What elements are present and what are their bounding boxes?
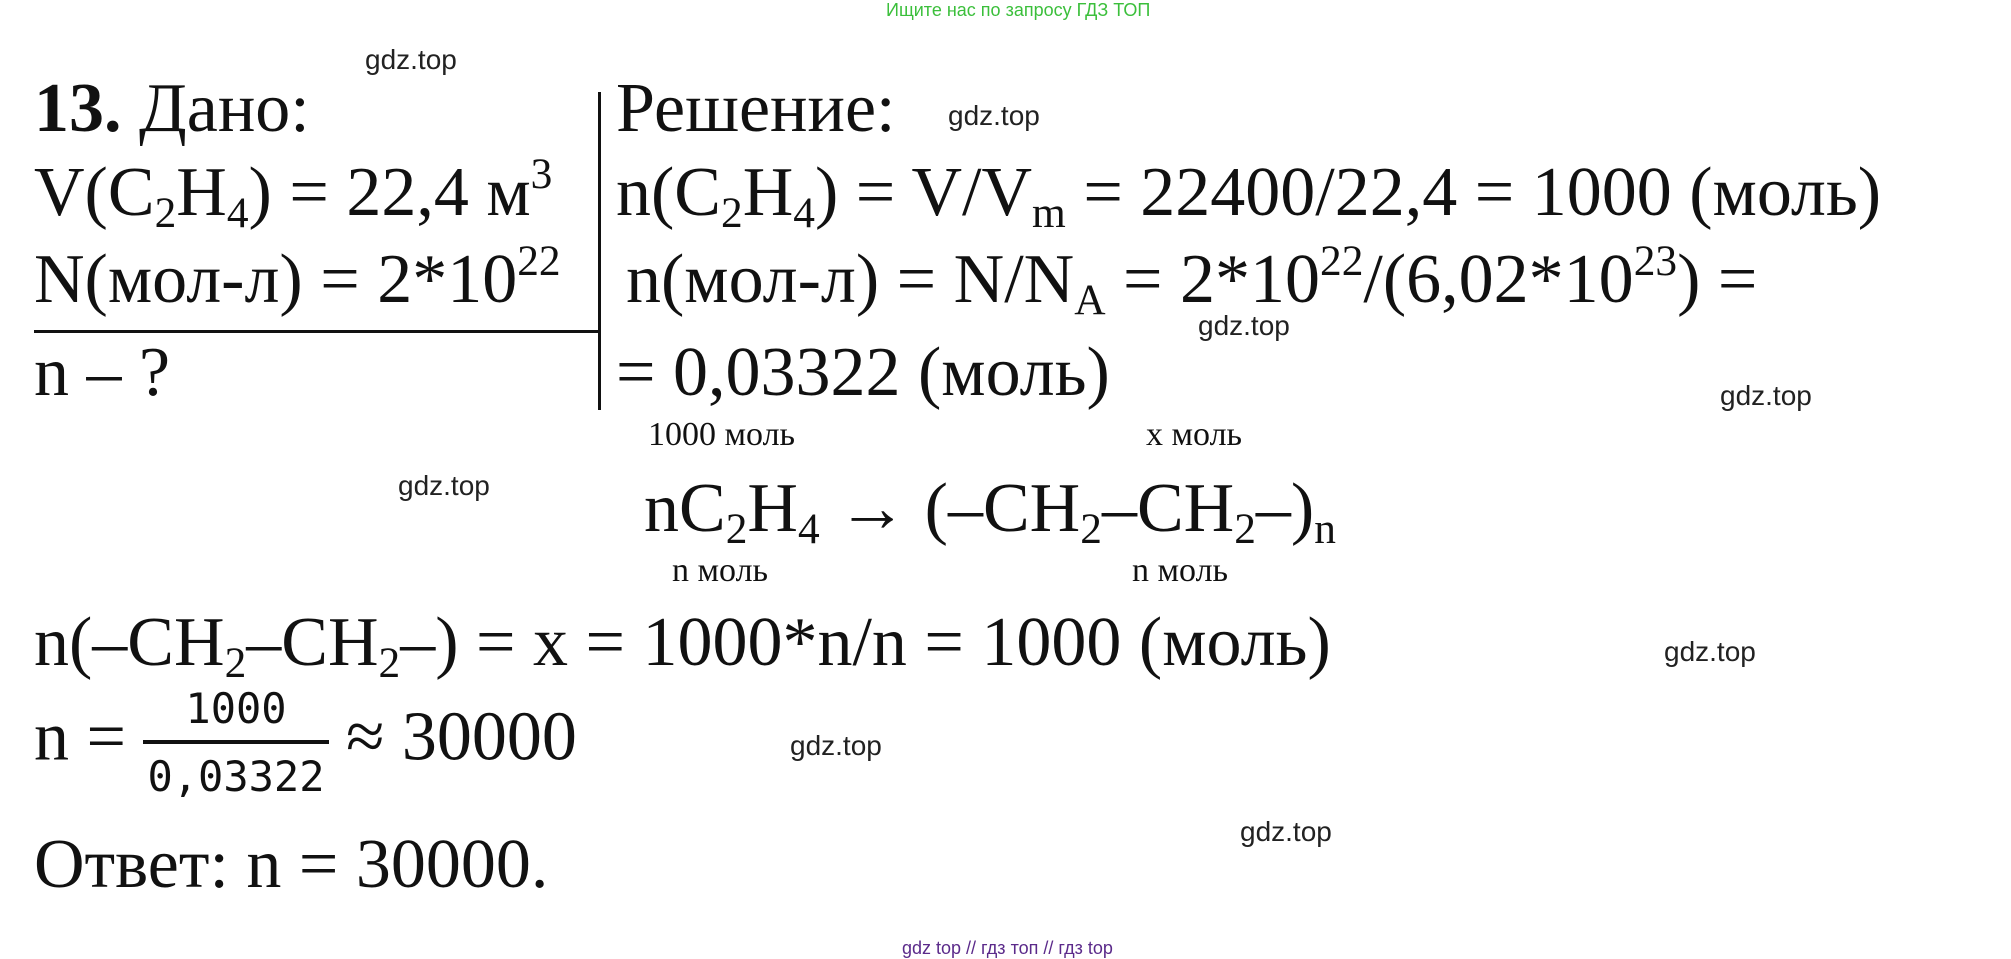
given-solution-divider <box>598 92 601 410</box>
header-banner: Ищите нас по запросу ГДЗ ТОП <box>886 0 1151 20</box>
given-volume: $V(C_2H_4) = 22,4$ $м^3$ <box>34 150 553 238</box>
footer-links: gdz top // гдз топ // гдз top <box>902 938 1113 958</box>
fraction-denominator: 0,03322 <box>147 752 325 802</box>
fraction-line <box>34 686 577 800</box>
solution-label: Решение: <box>616 70 896 147</box>
reaction-below-right: n моль <box>1132 552 1229 589</box>
given-molecules: $N(мол-л) = 2*10^{22}$ <box>34 237 561 318</box>
reaction-below-left: n моль <box>672 552 769 589</box>
watermark: gdz.top <box>1240 816 1332 847</box>
watermark: gdz.top <box>398 470 490 501</box>
solution-line-2: $n(мол-л) = N/N_A = 2*10^{22}/(6,02*10^{23})$ = <box>626 237 1758 325</box>
fraction-bar <box>143 740 328 744</box>
given-heading <box>34 70 310 147</box>
given-divider <box>34 330 599 333</box>
fraction-numerator: 1000 <box>185 684 287 733</box>
calc-line-1: $n(-CH_2-CH_2-) = x = 1000*n/n = 1000$ (моль) <box>34 604 1331 688</box>
answer-line: Ответ: n = 30000. <box>34 826 549 903</box>
given-label: Дано: <box>139 70 310 147</box>
reaction-equation: $nC_2H_4 \to (-CH_2-CH_2-)_n$ <box>644 470 1336 554</box>
watermark: gdz.top <box>1664 636 1756 667</box>
problem-number: 13. <box>34 70 122 147</box>
watermark: gdz.top <box>1720 380 1812 411</box>
solution-line-1: $n(C_2H_4) = V/V_m = 22400/22,4 = 1000$ (моль) <box>616 154 1882 238</box>
watermark: gdz.top <box>365 44 457 75</box>
fraction-rhs: ≈ 30000 <box>346 698 577 776</box>
watermark: gdz.top <box>1198 310 1290 341</box>
watermark: gdz.top <box>790 730 882 761</box>
watermark: gdz.top <box>948 100 1040 131</box>
reaction-above-right: x моль <box>1146 416 1243 453</box>
reaction-above-left: 1000 моль <box>648 416 796 453</box>
solution-line-3: = 0,03322 (моль) <box>616 334 1110 411</box>
find-line: n – ? <box>34 334 171 411</box>
fraction <box>143 686 328 800</box>
fraction-lhs: n = <box>34 698 126 776</box>
